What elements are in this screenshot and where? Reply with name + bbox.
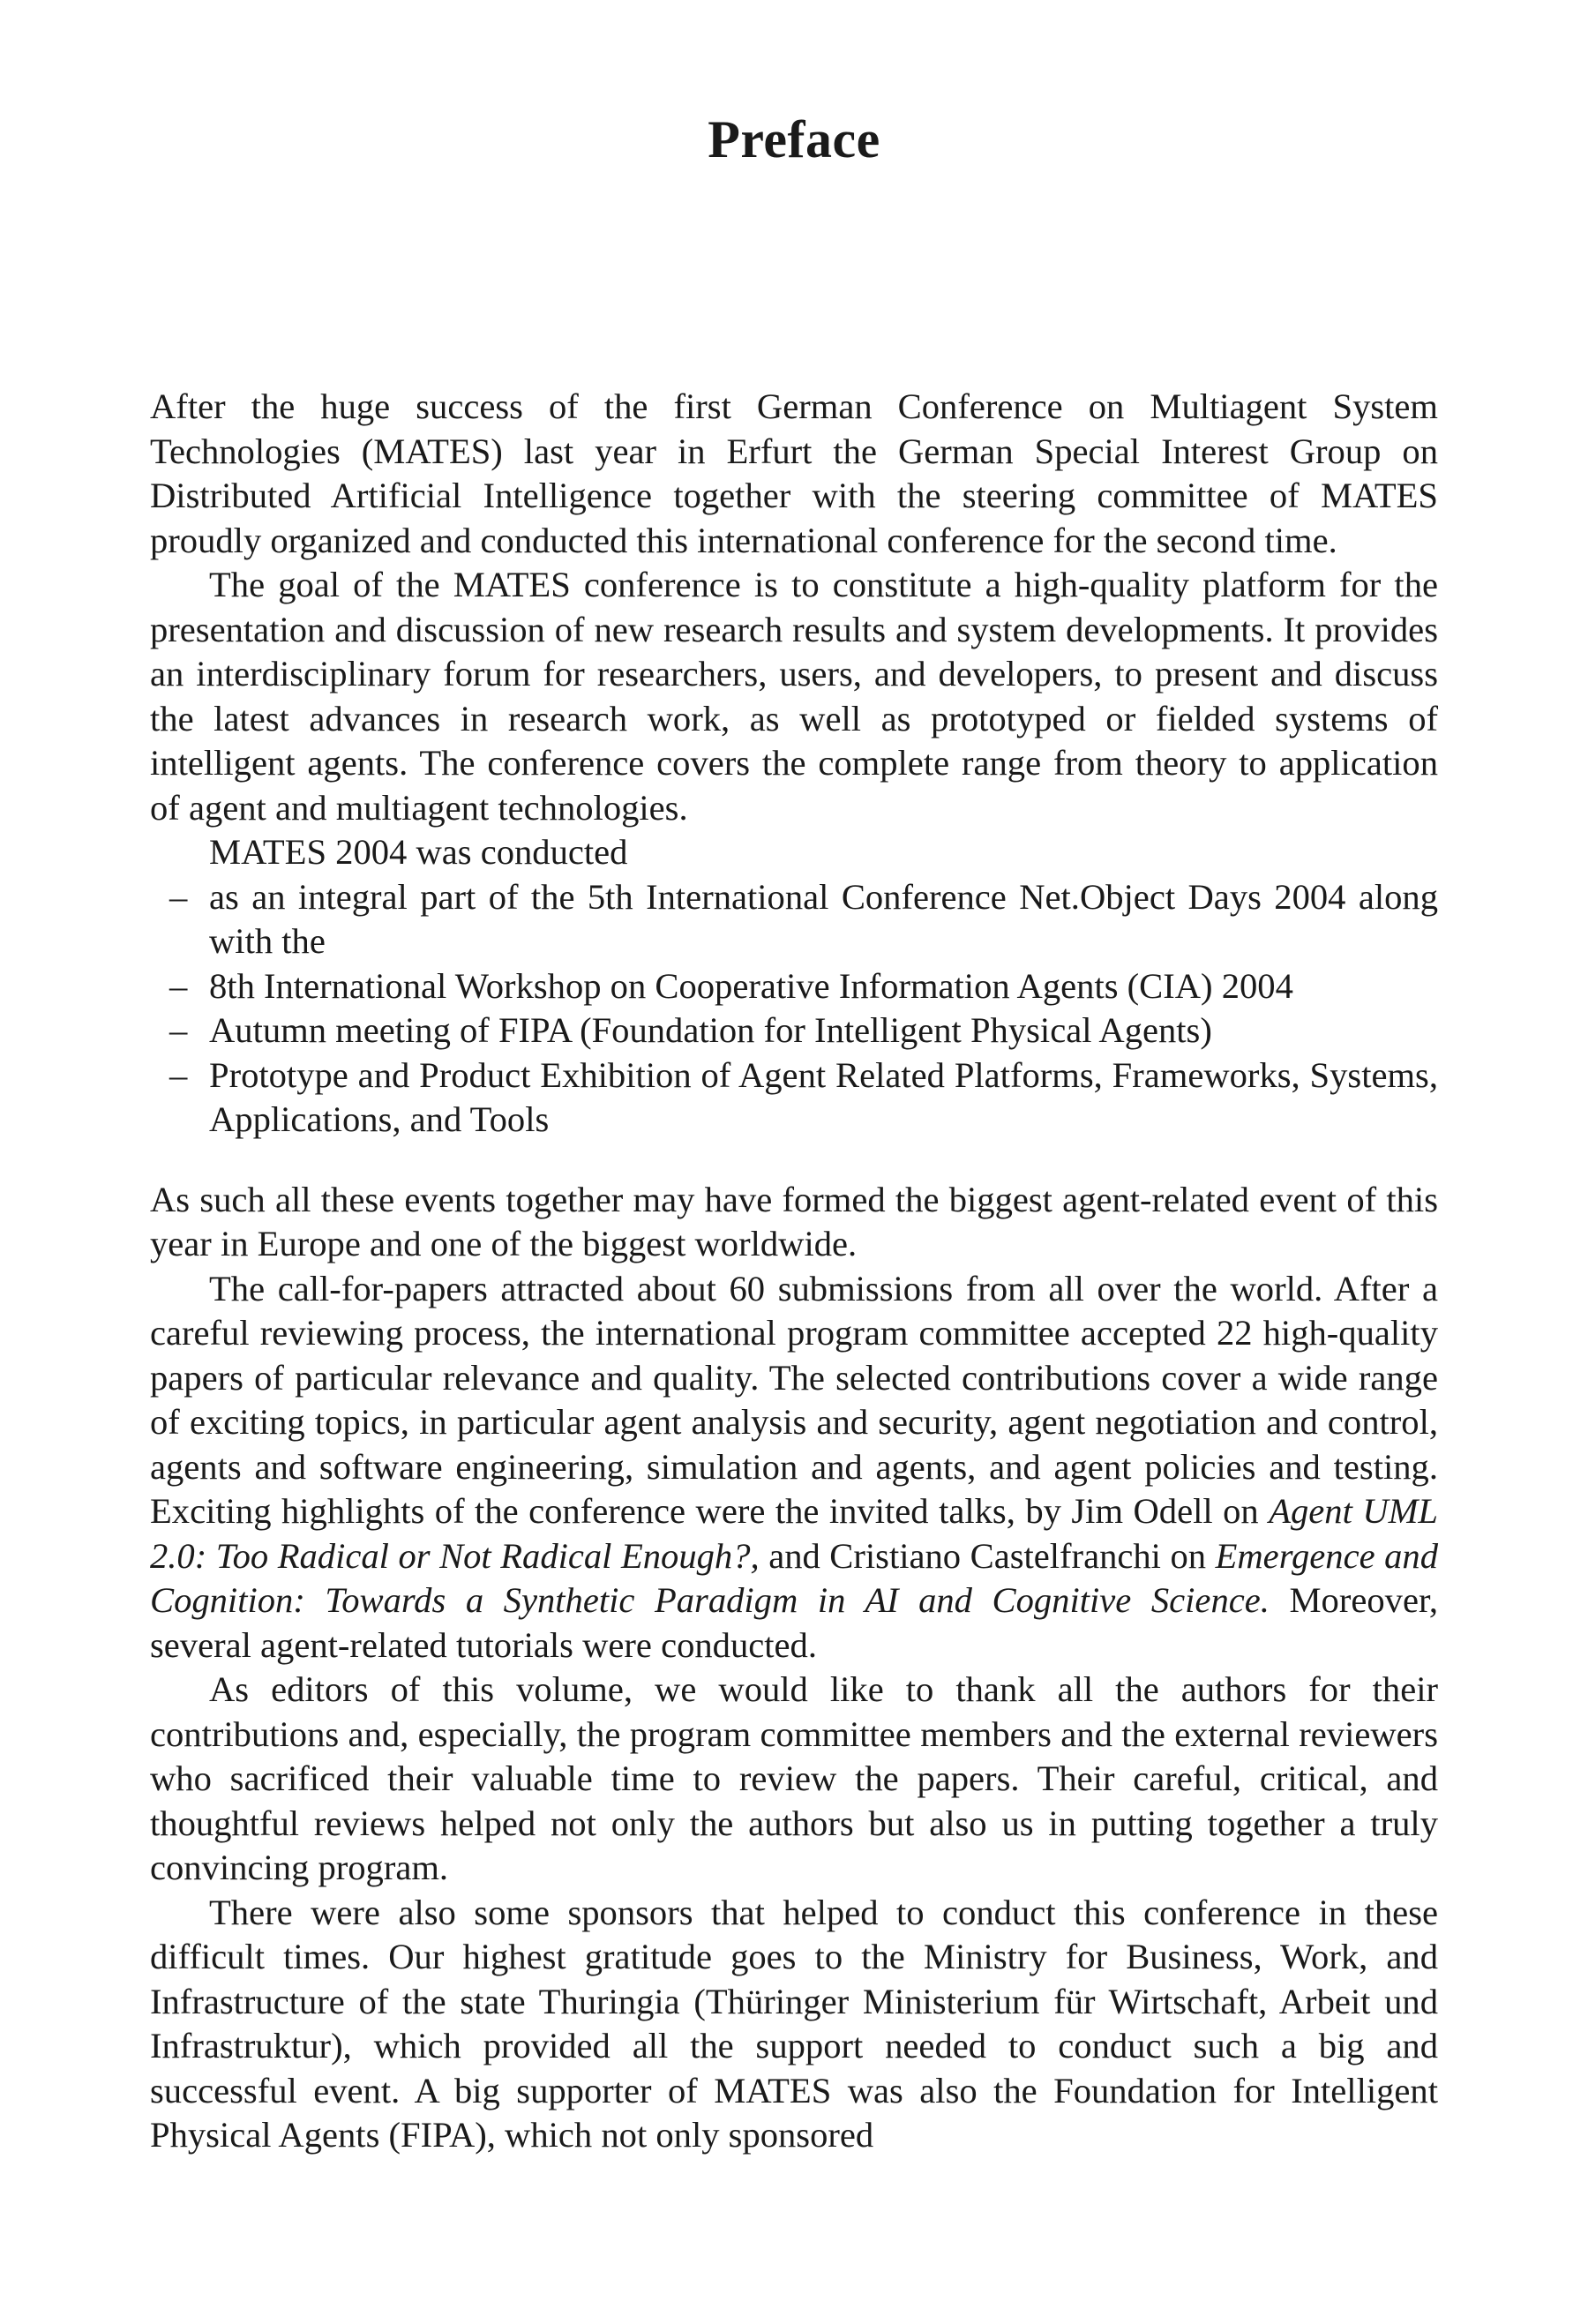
page bbox=[150, 0, 1438, 2158]
events-list bbox=[150, 875, 1438, 1143]
submissions-text-c: Moreover, several agent-related tutorials were conducted. bbox=[150, 1580, 1438, 1665]
list-item bbox=[150, 964, 1438, 1009]
dash-bullet: – bbox=[169, 1054, 188, 1095]
list-item-text: Autumn meeting of FIPA (Foundation for Intelligent Physical Agents) bbox=[209, 1010, 1212, 1050]
paragraph-thanks: As editors of this volume, we would like to thank all the authors for their contributions and, especially, the program committee members and the external reviewers who sacrificed their valuable time to review the papers. Their careful, critical, and thoughtful reviews helped not only the authors but also us in putting together a truly convincing program. bbox=[150, 1669, 1438, 1887]
preface-body bbox=[150, 385, 1438, 2158]
list-item-text: 8th International Workshop on Cooperative Information Agents (CIA) 2004 bbox=[209, 965, 1293, 1006]
list-item bbox=[150, 1053, 1438, 1143]
dash-bullet: – bbox=[169, 1010, 188, 1050]
list-item bbox=[150, 875, 1438, 964]
submissions-text-b: and Cristiano Castelfranchi on bbox=[759, 1535, 1216, 1576]
paragraph-submissions bbox=[150, 1267, 1438, 1668]
paragraph-conducted: MATES 2004 was conducted bbox=[209, 832, 628, 872]
paragraph-goal: The goal of the MATES conference is to constitute a high-quality platform for the presentation and discussion of new research results and system developments. It provides an interdisciplinary forum for researchers, users, and developers, to present and discuss the latest advances in research work, as well as prototyped or fielded systems of intelligent agents. The conference covers the complete range from theory to application of agent and multiagent technologies. bbox=[150, 565, 1438, 828]
paragraph-intro: After the huge success of the first German Conference on Multiagent System Technologies (MATES) last year in Erfurt the German Special Interest Group on Distributed Artificial Intelligence together with the steering committee of MATES proudly organized and conducted this international conference for the second time. bbox=[150, 386, 1438, 560]
paragraph-summary: As such all these events together may have formed the biggest agent-related event of this year in Europe and one of the biggest worldwide. bbox=[150, 1179, 1438, 1263]
list-item bbox=[150, 1008, 1438, 1053]
invited-talk-title-odell: Agent UML 2.0: Too Radical or Not Radical Enough?, bbox=[150, 1491, 1438, 1576]
paragraph-sponsors: There were also some sponsors that helped to conduct this conference in these difficult times. Our highest gratitude goes to the Ministry for Business, Work, and Infrastructure of the state Thuringia (Thüringer Ministerium für Wirtschaft, Arbeit und Infrastruktur), which provided all the support needed to conduct such a big and successful event. A big supporter of MATES was also the Foundation for Intelligent Physical Agents (FIPA), which not only sponsored bbox=[150, 1892, 1438, 2155]
page-title: Preface bbox=[708, 110, 880, 169]
submissions-text-a: The call-for-papers attracted about 60 submissions from all over the world. After a careful reviewing process, the international program committee accepted 22 high-quality papers of particular relevance and quality. The selected contributions cover a wide range of exciting topics, in particular agent analysis and security, agent negotiation and control, agents and software engineering, simulation and agents, and agent policies and testing. Exciting highlights of the conference were the invited talks, by Jim Odell on bbox=[150, 1268, 1438, 1531]
dash-bullet: – bbox=[169, 965, 188, 1006]
list-item-text: Prototype and Product Exhibition of Agent Related Platforms, Frameworks, Systems, Applications, and Tools bbox=[209, 1054, 1438, 1139]
invited-talk-title-castelfranchi: Emergence and Cognition: Towards a Synthetic Paradigm in AI and Cognitive Science. bbox=[150, 1535, 1438, 1620]
dash-bullet: – bbox=[169, 876, 188, 917]
list-item-text: as an integral part of the 5th International Conference Net.Object Days 2004 along with the bbox=[209, 876, 1438, 961]
